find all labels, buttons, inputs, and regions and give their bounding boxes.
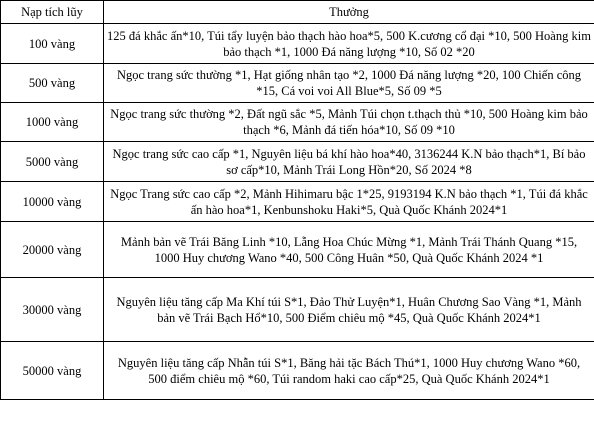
header-reward: Thưởng <box>104 1 594 24</box>
table-row <box>1 182 594 222</box>
table-row <box>1 24 594 64</box>
topup-amount: 500 vàng <box>1 64 104 103</box>
table-row <box>1 142 594 182</box>
reward-list: Ngọc Trang sức cao cấp *2, Mảnh Hihimaru bậc 1*25, 9193194 K.N bảo thạch *1, Túi đá khắc ấn hào hoa*1, Kenbunshoku Haki*5, Quà Quốc Khánh 2024*1 <box>104 182 594 222</box>
table-row <box>1 103 594 142</box>
topup-amount: 100 vàng <box>1 24 104 64</box>
table-row <box>1 64 594 103</box>
reward-list: Nguyên liệu tăng cấp Nhẫn túi S*1, Băng hải tặc Bách Thú*1, 1000 Huy chương Wano *60, 500 điểm chiêu mộ *60, Túi random haki cao cấp*25, Quà Quốc Khánh 2024*1 <box>104 342 594 400</box>
reward-list: Ngọc trang sức cao cấp *1, Nguyên liệu bá khí hào hoa*40, 3136244 K.N bảo thạch*1, Bí bảo sơ cấp*10, Mảnh Trái Long Hồn*20, Số 2024 *8 <box>104 142 594 182</box>
topup-amount: 1000 vàng <box>1 103 104 142</box>
reward-list: 125 đá khắc ấn*10, Túi tẩy luyện bảo thạch hào hoa*5, 500 K.cương cổ đại *10, 500 Hoàng kim bảo thạch *1, 1000 Đá năng lượng *10, Số 02 *20 <box>104 24 594 64</box>
table-row <box>1 222 594 278</box>
reward-list: Ngọc trang sức thường *2, Đất ngũ sắc *5, Mảnh Túi chọn t.thạch thủ *10, 500 Hoàng kim bảo thạch *6, Mảnh đá tiến hóa*10, Số 09 *10 <box>104 103 594 142</box>
table-header-row <box>1 1 594 24</box>
table-row <box>1 342 594 400</box>
topup-amount: 5000 vàng <box>1 142 104 182</box>
table-row <box>1 278 594 342</box>
reward-list: Mảnh bản vẽ Trái Băng Linh *10, Lẵng Hoa Chúc Mừng *1, Mảnh Trái Thánh Quang *15, 1000 Huy chương Wano *40, 500 Công Huân *50, Quà Quốc Khánh 2024 *1 <box>104 222 594 278</box>
reward-list: Nguyên liệu tăng cấp Ma Khí túi S*1, Đảo Thử Luyện*1, Huân Chương Sao Vàng *1, Mảnh bản vẽ Trái Bạch Hổ*10, 500 Điểm chiêu mộ *45, Quà Quốc Khánh 2024*1 <box>104 278 594 342</box>
topup-amount: 10000 vàng <box>1 182 104 222</box>
topup-amount: 30000 vàng <box>1 278 104 342</box>
topup-amount: 50000 vàng <box>1 342 104 400</box>
reward-list: Ngọc trang sức thường *1, Hạt giống nhân tạo *2, 1000 Đá năng lượng *20, 100 Chiến công *15, Cá voi voi All Blue*5, Số 09 *5 <box>104 64 594 103</box>
topup-amount: 20000 vàng <box>1 222 104 278</box>
header-cumulative-topup: Nạp tích lũy <box>1 1 104 24</box>
